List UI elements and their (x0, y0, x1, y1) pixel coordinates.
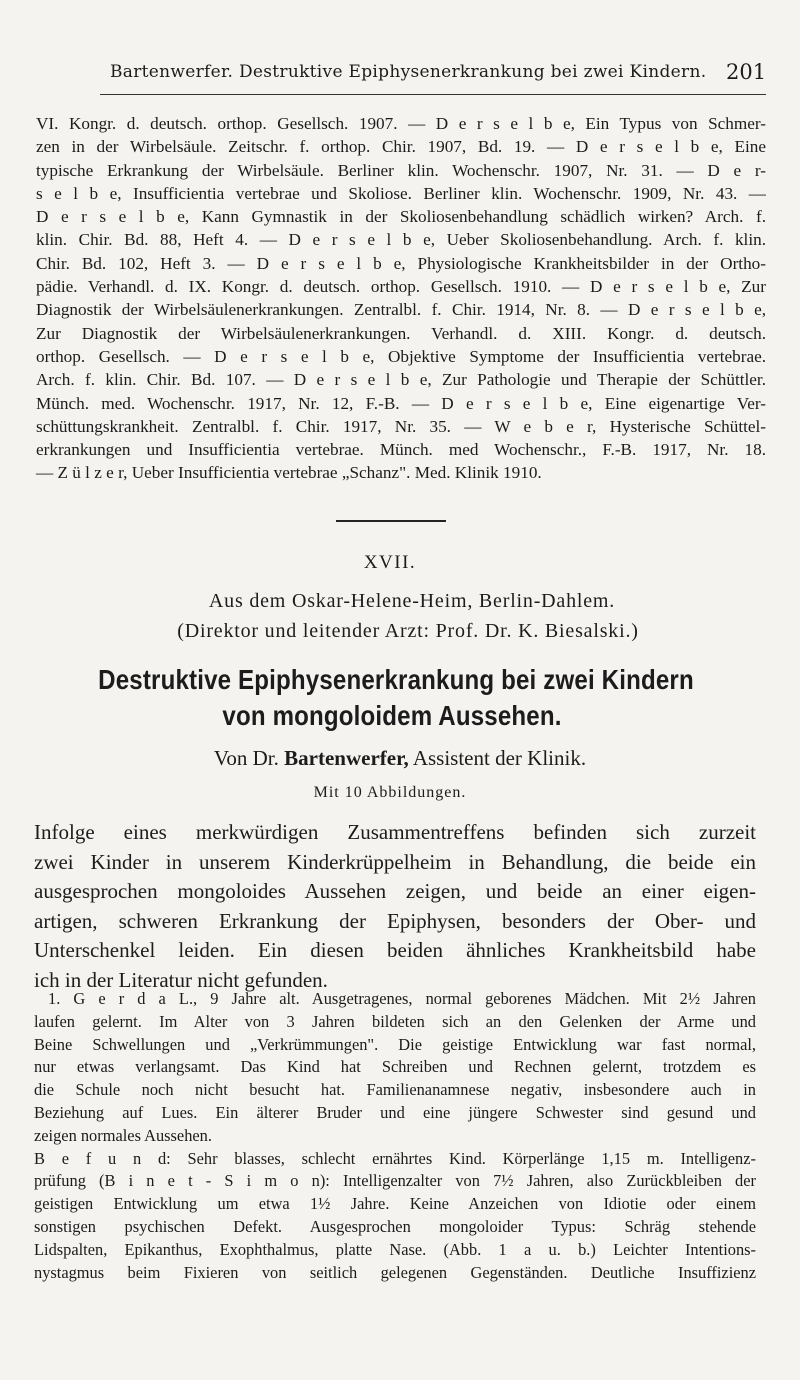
byline-prefix: Von Dr. (213, 746, 279, 770)
case-report (34, 988, 756, 1284)
intro-line: ich in der Literatur nicht gefunden. (34, 967, 328, 992)
reference-line: — Z ü l z e r, Ueber Insufficientia vertebrae „Schanz". Med. Klinik 1910. (36, 463, 542, 483)
byline (0, 746, 800, 771)
figures-note: Mit 10 Abbildungen. (313, 784, 467, 801)
intro-line: Unterschenkel leiden. Ein diesen beiden ähnliches Krankheitsbild habe (34, 938, 756, 963)
case-line: nystagmus beim Fixieren von seitlich gelegenen Gegenständen. Deutliche Insuffizienz (34, 1262, 756, 1282)
intro-paragraph (34, 818, 756, 996)
case-line: Lidspalten, Epikanthus, Exophthalmus, platte Nase. (Abb. 1 a u. b.) Leichter Intentions- (34, 1239, 756, 1259)
article-title-line-2: von mongoloidem Aussehen. (222, 700, 562, 731)
case-line: geistigen Entwicklung um etwa 1½ Jahre. Keine Anzeichen von Idiotie oder einem (34, 1194, 756, 1214)
case-line: sonstigen psychischen Defekt. Ausgesprochen mongoloider Typus: Schräg stehende (34, 1216, 756, 1236)
reference-line: D e r s e l b e, Kann Gymnastik in der Skoliosenbehandlung schädlich wirken? Arch. f. (36, 207, 766, 227)
running-title: Bartenwerfer. Destruktive Epiphysenerkrankung bei zwei Kindern. (110, 62, 707, 82)
case-line: B e f u n d: Sehr blasses, schlecht ernährtes Kind. Körperlänge 1,15 m. Intelligenz- (34, 1148, 756, 1168)
intro-line: ausgesprochen mongoloides Aussehen zeigen, und beide an einer eigen- (34, 879, 756, 904)
author-name: Bartenwerfer, (284, 746, 409, 770)
intro-line: artigen, schweren Erkrankung der Epiphysen, besonders der Ober- und (34, 908, 756, 933)
case-line: nur etwas verlangsamt. Das Kind hat Schreiben und Rechnen gelernt, trotzdem es (34, 1057, 756, 1077)
case-line: zeigen normales Aussehen. (34, 1125, 212, 1145)
case-line: prüfung (B i n e t - S i m o n): Intelligenzalter von 7½ Jahren, also Zurückbleiben der (34, 1171, 756, 1191)
affiliation-line-2: (Direktor und leitender Arzt: Prof. Dr. K. Biesalski.) (177, 620, 639, 642)
header-rule (100, 94, 766, 95)
reference-line: Diagnostik der Wirbelsäulenerkrankungen. Zentralbl. f. Chir. 1914, Nr. 8. — D e r s e l b e, (36, 300, 766, 320)
case-line: laufen gelernt. Im Alter von 3 Jahren bildeten sich an den Gelenken der Arme und (34, 1011, 756, 1031)
reference-line: VI. Kongr. d. deutsch. orthop. Gesellsch. 1907. — D e r s e l b e, Ein Typus von Schmer- (36, 114, 766, 133)
byline-suffix: Assistent der Klinik. (412, 746, 587, 770)
reference-line: orthop. Gesellsch. — D e r s e l b e, Objektive Symptome der Insufficientia vertebrae. (36, 346, 766, 366)
section-number: XVII. (363, 552, 417, 573)
article-title-line-1: Destruktive Epiphysenerkrankung bei zwei Kindern (98, 664, 694, 695)
reference-line: erkrankungen und Insufficientia vertebrae. Münch. med Wochenschr., F.-B. 1917, Nr. 18. (36, 440, 766, 460)
page-number: 201 (726, 60, 767, 84)
intro-line: zwei Kinder in unserem Kinderkrüppelheim in Behandlung, die beide ein (34, 849, 756, 874)
intro-line: Infolge eines merkwürdigen Zusammentreffens befinden sich zurzeit (34, 820, 756, 844)
case-line: die Schule noch nicht besucht hat. Familienanamnese negativ, insbesondere auch in (34, 1080, 756, 1100)
reference-line: schüttungskrankheit. Zentralbl. f. Chir. 1917, Nr. 35. — W e b e r, Hysterische Schüttel- (36, 416, 766, 436)
reference-line: typische Erkrankung der Wirbelsäule. Berliner klin. Wochenschr. 1907, Nr. 31. — D e r- (36, 160, 766, 180)
references-block (36, 112, 766, 485)
reference-line: pädie. Verhandl. d. IX. Kongr. d. deutsch. orthop. Gesellsch. 1910. — D e r s e l b e, Zur (36, 277, 766, 297)
reference-line: Chir. Bd. 102, Heft 3. — D e r s e l b e, Physiologische Krankheitsbilder in der Ortho- (36, 253, 766, 273)
reference-line: Zur Diagnostik der Wirbelsäulenerkrankungen. Verhandl. d. XIII. Kongr. d. deutsch. (36, 323, 766, 343)
case-line: Beine Schwellungen und „Verkrümmungen". Die geistige Entwicklung war fast normal, (34, 1034, 756, 1054)
reference-line: Arch. f. klin. Chir. Bd. 107. — D e r s e l b e, Zur Pathologie und Therapie der Schüttler. (36, 370, 766, 390)
affiliation-line-1: Aus dem Oskar-Helene-Heim, Berlin-Dahlem. (208, 590, 616, 612)
reference-line: klin. Chir. Bd. 88, Heft 4. — D e r s e l b e, Ueber Skoliosenbehandlung. Arch. f. klin. (36, 230, 766, 250)
case-line: 1. G e r d a L., 9 Jahre alt. Ausgetragenes, normal geborenes Mädchen. Mit 2½ Jahren (48, 989, 756, 1008)
running-head (0, 58, 800, 90)
reference-line: s e l b e, Insufficientia vertebrae und Skoliose. Berliner klin. Wochenschr. 1909, Nr. 43. — (36, 183, 766, 203)
reference-line: Münch. med. Wochenschr. 1917, Nr. 12, F.-B. — D e r s e l b e, Eine eigenartige Ver- (36, 393, 766, 413)
section-divider (336, 520, 446, 522)
reference-line: zen in der Wirbelsäule. Zeitschr. f. orthop. Chir. 1907, Bd. 19. — D e r s e l b e, Eine (36, 137, 766, 157)
case-line: Beziehung auf Lues. Ein älterer Bruder und eine jüngere Schwester sind gesund und (34, 1102, 756, 1122)
